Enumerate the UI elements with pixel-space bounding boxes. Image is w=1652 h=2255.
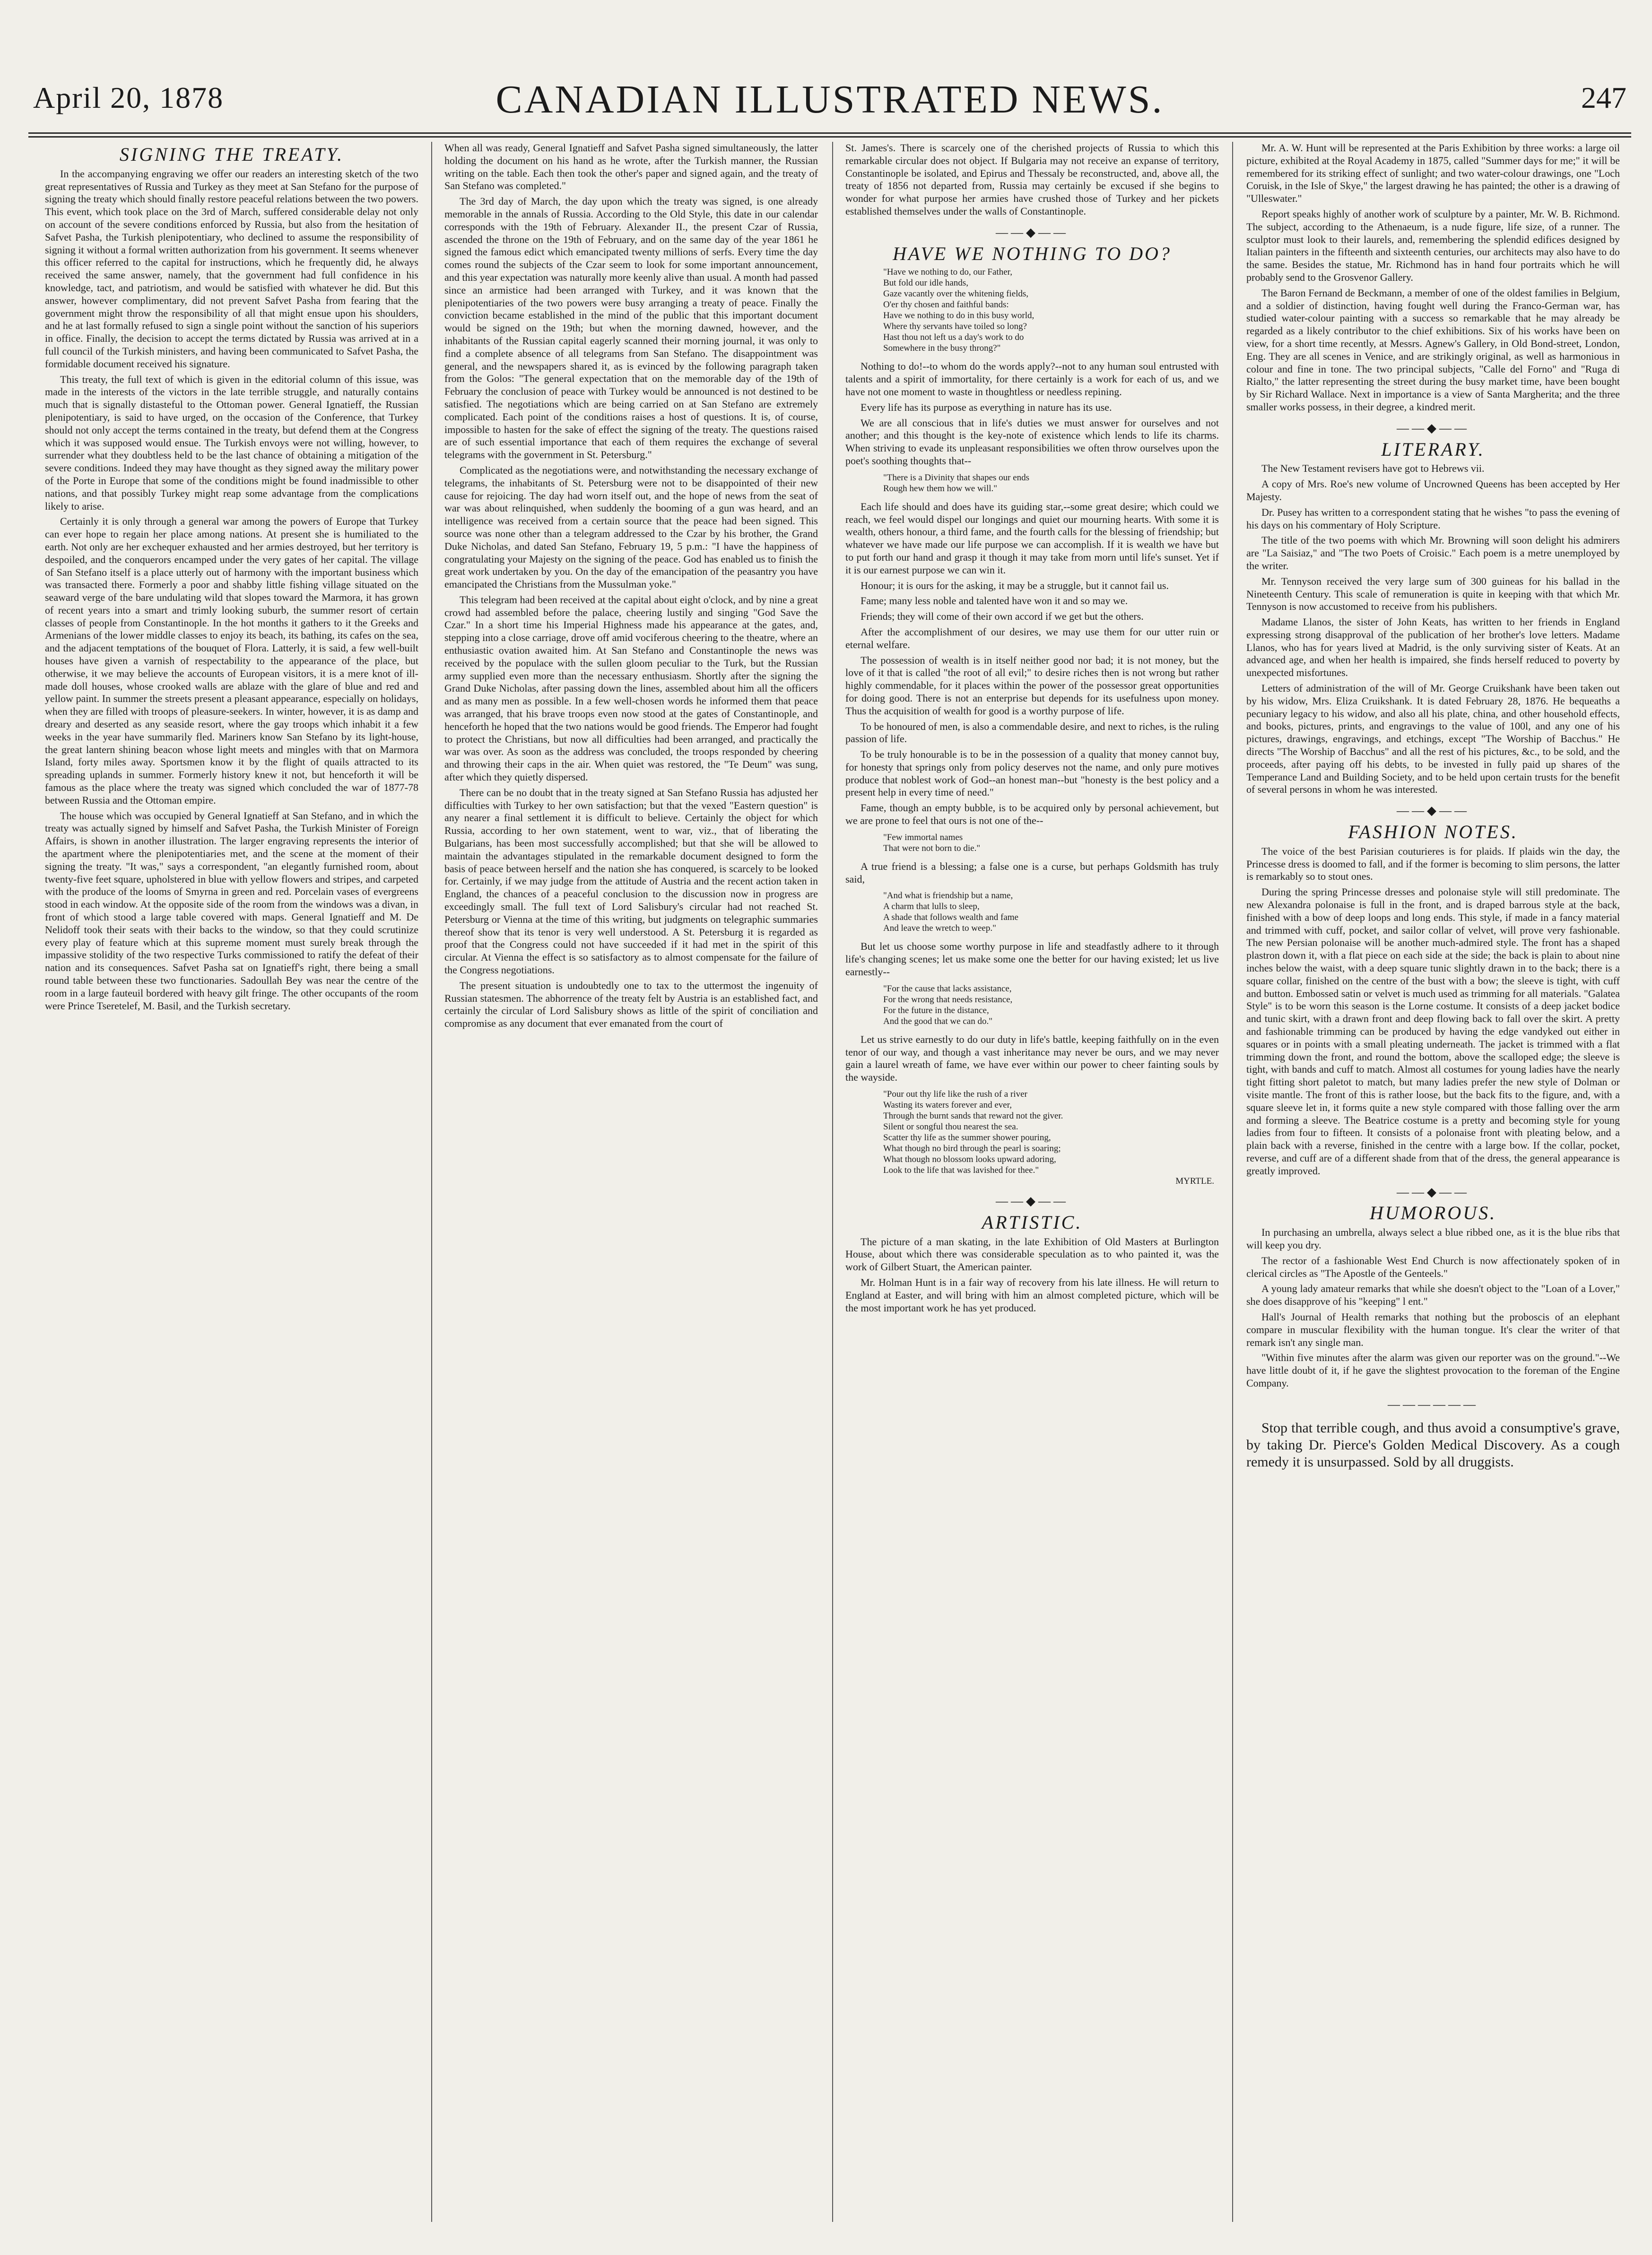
page-number: 247 xyxy=(1581,81,1626,114)
paragraph: The New Testament revisers have got to Hebrews vii. xyxy=(1261,462,1485,475)
paragraph: Mr. Holman Hunt is in a fair way of recovery from his late illness. He will return to England at Easter, and will bring with him an almost completed picture, which will be the most important work he has yet produced. xyxy=(845,1276,1219,1314)
newspaper-title: CANADIAN ILLUSTRATED NEWS. xyxy=(496,78,1164,121)
poem-line: Silent or songful thou nearest the sea. xyxy=(883,1122,1018,1132)
paragraph: In purchasing an umbrella, always select a blue ribbed one, as it is the blue ribs that will keep you dry. xyxy=(1246,1226,1620,1251)
column-3 xyxy=(845,142,1219,2241)
paragraph: After the accomplishment of our desires, we may use them for our utter ruin or eternal welfare. xyxy=(845,625,1219,650)
poem-line: Scatter thy life as the summer shower pouring, xyxy=(883,1133,1051,1143)
paragraph: Friends; they will come of their own accord if we get but the others. xyxy=(861,610,1144,623)
column-2 xyxy=(444,142,818,2241)
quotation xyxy=(883,832,1200,854)
paragraph: The voice of the best Parisian couturieres is for plaids. If plaids win the day, the Princesse dress is doomed to fall, and if the former is becoming to slim persons, the latter is remarkably so to stout ones. xyxy=(1246,845,1620,883)
quotation xyxy=(883,472,1200,494)
paragraph: Dr. Pusey has written to a correspondent stating that he wishes "to pass the evening of his days on his commentary of Holy Scripture. xyxy=(1246,506,1620,531)
poem-line: Hast thou not left us a day's work to do xyxy=(883,332,1024,343)
paragraph: But let us choose some worthy purpose in life and steadfastly adhere to it through life's changing scenes; let us make some one the better for our having existed; let us live earnestly-- xyxy=(845,940,1219,978)
poem-line: Somewhere in the busy throng?" xyxy=(883,343,1001,354)
poem-line: What though no blossom looks upward adoring, xyxy=(883,1154,1056,1165)
section-ornament: ——◆—— xyxy=(1397,1185,1469,1199)
section-heading-literary: LITERARY. xyxy=(1381,438,1485,460)
paragraph: The 3rd day of March, the day upon which the treaty was signed, is one already memorable in the annals of Russia. According to the Old Style, this date in our calendar corresponds with the 19th of February. Alexander II., the present Czar of Russia, ascended the throne on the 19th of February, and on the same day of the year 1861 he signed the famous edict which emancipated twenty millions of serfs. Every time the day comes round the subjects of the Czar seem to look for some important announcement, and this year expectation was naturally more keenly alive than usual. A month had passed since an armistice had been arranged with Turkey, and it was known that the plenipotentiaries of the two powers were busy arranging a treaty of peace. Finally the conviction became established in the mind of the public that this important document would be signed on the 19th; but when the morning dawned, however, and the inhabitants of the Russian capital eagerly scanned their morning journal, it was only to find a complete absence of all telegrams from San Stefano. The disappointment was general, and the newspapers shared it, as is evinced by the following paragraph taken from the Golos: "The general expectation that on the memorable day of the 19th of February the conclusion of peace with Turkey would be announced is not destined to be satisfied. The negotiations which are being carried on at San Stefano are extremely complicated. Each point of the conditions raises a host of questions. It is, of course, impossible to hasten for the sake of effect the signing of the treaty. The questions raised are of such essential importance that each of them requires the exchange of several telegrams with the government in St. Petersburg." xyxy=(444,195,818,461)
quote-line: Rough hew them how we will." xyxy=(883,483,998,494)
paragraph: The title of the two poems with which Mr. Browning will soon delight his admirers are "La Saisiaz," and "The two Poets of Croisic." Each poem is a metre unemployed by the writer. xyxy=(1246,534,1620,572)
poem-stanza xyxy=(883,267,1200,354)
column-divider xyxy=(832,142,833,2222)
article-heading-signing-treaty: SIGNING THE TREATY. xyxy=(119,144,344,165)
paragraph: The house which was occupied by General Ignatieff at San Stefano, and in which the treaty was actually signed by himself and Safvet Pasha, the Turkish Minister of Foreign Affairs, is shown in another illustration. The larger engraving represents the interior of the apartment where the plenipotentiaries met, and the scene at the moment of their signing the treaty. "It was," says a correspondent, "an elegantly furnished room, about twenty-five feet square, upholstered in blue with yellow flowers and stripes, and carpeted with the produce of the looms of Smyrna in green and red. Porcelain vases of evergreens stood in each window. At the opposite side of the room from the windows was a divan, in front of which stood a large table covered with maps. General Ignatieff and M. De Nelidoff took their seats with their backs to the window, so that they could scrutinize every play of feature which at this supreme moment must surely break through the impassive stolidity of the two respective Turks commissioned to ratify the defeat of their nation and its consequences. Safvet Pasha sat on Ignatieff's right, there being a small round table between these two functionaries. Sadoullah Bey was near the centre of the room in a large fauteuil bordered with heavy gilt fringe. The other occupants of the room were Prince Tseretelef, M. Basil, and the Turkish secretary. xyxy=(45,809,418,1012)
paragraph: "Within five minutes after the alarm was given our reporter was on the ground."--We have little doubt of it, if he gave the slightest provocation to the foreman of the Engine Company. xyxy=(1246,1352,1620,1389)
quote-line: That were not born to die." xyxy=(883,843,981,853)
quote-line: And the good that we can do." xyxy=(883,1016,992,1026)
paragraph: The rector of a fashionable West End Church is now affectionately spoken of in clerical circles as "The Apostle of the Genteels." xyxy=(1246,1254,1620,1279)
paragraph: The picture of a man skating, in the late Exhibition of Old Masters at Burlington House, about which there was considerable speculation as to who painted it, was the work of Gilbert Stuart, the American painter. xyxy=(845,1235,1219,1273)
column-divider xyxy=(1232,142,1233,2222)
column-1 xyxy=(45,142,418,2241)
paragraph: Hall's Journal of Health remarks that nothing but the proboscis of an elephant compare in muscular flexibility with the human tongue. It's clear the writer of that remark isn't any single man. xyxy=(1246,1310,1620,1348)
advertisement: Stop that terrible cough, and thus avoid a consumptive's grave, by taking Dr. Pierce's Golden Medical Discovery. As a cough remedy it is unsurpassed. Sold by all druggists. xyxy=(1246,1420,1620,1470)
paragraph: The present situation is undoubtedly one to tax to the uttermost the ingenuity of Russian statesmen. The abhorrence of the treaty felt by Austria is an established fact, and certainly the circular of Lord Salisbury shows as little of the spirit of conciliation and compromise as any document that ever emanated from the court of xyxy=(444,979,818,1030)
poem-line: Have we nothing to do in this busy world, xyxy=(883,311,1035,321)
issue-date: April 20, 1878 xyxy=(33,81,224,114)
paragraph: A true friend is a blessing; a false one is a curse, but perhaps Goldsmith has truly said, xyxy=(845,860,1219,885)
quote-line: "For the cause that lacks assistance, xyxy=(883,983,1012,994)
paragraph: Let us strive earnestly to do our duty in life's battle, keeping faithfully on in the even tenor of our way, and though a vast inheritance may never be ours, and we may never gain a laurel wreath of fame, we have ever within our power to cheer fainting souls by the wayside. xyxy=(845,1033,1219,1084)
paragraph: The Baron Fernand de Beckmann, a member of one of the oldest families in Belgium, and a soldier of distinction, having fought well during the Franco-German war, has studied water-colour painting with a success so remarkable that he may already be regarded as a likely contributor to the chief exhibitions. Six of his works have been on view, for a short time recently, at Messrs. Agnew's Gallery, in Old Bond-street, London, Eng. They are all scenes in Venice, and are strikingly original, as well as harmonious in colour and fine in tone. The two principal subjects, "Calle del Forno" and "Ruga di Rialto," the latter representing the street during the busy market time, have been bought by Sir Richard Wallace. Next in importance is a view of Santa Margherita; and the three smaller works possess, in their degree, a kindred merit. xyxy=(1246,286,1620,413)
paragraph: A copy of Mrs. Roe's new volume of Uncrowned Queens has been accepted by Her Majesty. xyxy=(1246,478,1620,503)
author-signature: MYRTLE. xyxy=(1175,1176,1214,1187)
poem-line: O'er thy chosen and faithful bands: xyxy=(883,300,1009,310)
paragraph: When all was ready, General Ignatieff and Safvet Pasha signed simultaneously, the latter holding the document on his hand as he wrote, after the Turkish manner, the Russian writing on the table. Each then took the other's paper and signed again, and the treaty of San Stefano was completed." xyxy=(444,142,818,192)
paragraph: Certainly it is only through a general war among the powers of Europe that Turkey can ever hope to regain her place among nations. At present she is humiliated to the earth. Not only are her exchequer exhausted and her armies destroyed, but her territory is despoiled, and the conquerors encamped under the very gates of her capital. The village of San Stefano itself is a place utterly out of harmony with the important business which was transacted there. Formerly a poor and shabby little fishing village situated on the seaward verge of the bare undulating wild that slopes toward the Marmora, it has grown of recent years into a smart and trimly looking suburb, the summer resort of certain classes of people from Constantinople. In the hot months it gathers to it the Greeks and Armenians of the lower middle classes to enjoy its beach, its bathing, its cafes on the sea, and the adjacent temptations of the bouquet of Flora. Latterly, it is said, a few well-built houses have given a varnish of respectability to the appearance of the place, but otherwise, it we may believe the accounts of European visitors, it is a mere knot of ill-made doll houses, whose crooked walls are ablaze with the glare of blue and red and yellow paint. In summer the streets present a pleasant appearance, especially on holidays, when they are filled with troops of pleasure-seekers. In winter, however, it is as damp and dreary and deserted as any seaside resort, where the gay troops which inhabit it a few weeks in the year have summarily fled. Mariners know San Stefano by its light-house, the great lantern shining beacon whose light meets and mingles with that on Marmora Island, forty miles away. Sportsmen know it by the flight of quails attracted to its spreading uplands in summer. Formerly history knew it not, but henceforth it will be famous as the place where the treaty was signed which concluded the war of 1877-78 between Russia and the Ottoman empire. xyxy=(45,515,418,806)
poem-line: "Pour out thy life like the rush of a river xyxy=(883,1089,1027,1100)
quote-line: A charm that lulls to sleep, xyxy=(883,902,980,912)
paragraph: Every life has its purpose as everything in nature has its use. xyxy=(861,401,1112,413)
quote-line: For the wrong that needs resistance, xyxy=(883,994,1013,1005)
section-ornament: ——◆—— xyxy=(1397,804,1469,818)
paragraph: Each life should and does have its guiding star,--some great desire; which could we reach, we feel would dispel our longings and quiet our mourning hearts. With some it is wealth, others honour, a third fame, and the fourth calls for the blessing of friendship; but whatever we have made our life purpose we can accomplish. If it is wealth we have but to put forth our hand and grasp it though it may take from morn until life's sunset. Yet if it is our earnest purpose we can win it. xyxy=(845,500,1219,576)
paragraph: This treaty, the full text of which is given in the editorial column of this issue, was made in the interests of the victors in the late terrible struggle, and naturally contains much that is signally distasteful to the Ottoman power. General Ignatieff, the Russian plenipotentiary, is said to have urged, on the occasion of the Conference, that Turkey should not only accept the terms contained in the treaty, but defend them at the Congress which it was supposed would ensue. The Turkish envoys were not willing, however, to surrender what they doubtless held to be the last chance of obtaining a mitigation of the severe conditions. Indeed they may have thought as they signed away the military power of the Porte in Europe that some of the conditions might be found inadmissible to other nations, and that possibly Turkey might reap some advantage from the complications likely to arise. xyxy=(45,373,418,512)
paragraph: A young lady amateur remarks that while she doesn't object to the "Loan of a Lover," she does disapprove of his "keeping" l ent." xyxy=(1246,1283,1620,1308)
section-ornament: ——◆—— xyxy=(996,225,1069,239)
paragraph: To be truly honourable is to be in the possession of a quality that money cannot buy, for honesty that springs only from policy deserves not the name, and only pure motives produce that noblest work of God--an honest man--but "honesty is the best policy and a present help in every time of need." xyxy=(845,748,1219,798)
paragraph: Report speaks highly of another work of sculpture by a painter, Mr. W. B. Richmond. The subject, according to the Athenaeum, is a nude figure, life size, of a runner. The sculptor must look to their laurels, and, remembering the splendid edifices designed by Italian painters in the fifteenth and sixteenth centuries, our architects may also have to do the same. Besides the statue, Mr. Richmond has in hand four portraits which he will probably send to the Grosvenor Gallery. xyxy=(1246,208,1620,283)
paragraph: Mr. A. W. Hunt will be represented at the Paris Exhibition by three works: a large oil picture, exhibited at the Royal Academy in 1875, called "Summer days for me;" it will be remembered for its striking effect of sunlight; and two water-colour drawings, one "Loch Coruisk, in the Isle of Skye," the largest drawing he has painted; the other is a drawing of "Ulleswater." xyxy=(1246,142,1620,205)
paragraph: To be honoured of men, is also a commendable desire, and next to riches, is the ruling passion of life. xyxy=(845,720,1219,745)
paragraph: Complicated as the negotiations were, and notwithstanding the necessary exchange of telegrams, the inhabitants of St. Petersburg were not to be disappointed of their new cause for rejoicing. The day had worn itself out, and the hope of news from the seat of war was about relinquished, when suddenly the booming of a gun was heard, and an intelligence was received from a certain source that the peace had been signed. This source was none other than a telegram addressed to the Czar by his brother, the Grand Duke Nicholas, and dated San Stefano, February 19, 5 p.m.: "I have the happiness of congratulating your Majesty on the signing of the peace. God has enabled us to finish the great work undertaken by you. On the day of the emancipation of the peasantry you have emancipated the Christians from the Mussulman yoke." xyxy=(444,464,818,590)
column-divider xyxy=(431,142,432,2222)
paragraph: This telegram had been received at the capital about eight o'clock, and by nine a great crowd had assembled before the palace, cheering lustily and singing "God Save the Czar." In a short time his Imperial Highness made his appearance at the gates, and, stepping into a close carriage, drove off amid vociferous cheering to the theatre, where an enthusiastic ovation awaited him. At San Stefano and Constantinople the news was received by the populace with the sullen gloom peculiar to the Turk, but the Russian army supplied even more than the necessary enthusiasm. Shortly after the signing the Grand Duke Nicholas, after passing down the lines, assembled about him all the officers and as many men as possible. In a few well-chosen words he informed them that peace was arranged, that his brave troops even now stood at the gates of Constantinople, and henceforth he hoped that the two nations would be good friends. The Emperor had fought to protect the Christians, but now all difficulties had been arranged, and practically the war was over. As soon as the address was concluded, the troops responded by cheering and throwing their caps in the air. When quiet was restored, the "Te Deum" was sung, after which they quietly dispersed. xyxy=(444,593,818,783)
paragraph: There can be no doubt that in the treaty signed at San Stefano Russia has adjusted her difficulties with Turkey to her own satisfaction; but that the vexed "Eastern question" is any nearer a final settlement it is difficult to believe. Certainly the object for which Russia, according to her own statement, went to war, viz., that of liberating the Bulgarians, has been most successfully accomplished; but that she will be allowed to maintain the advantages stipulated in the remarkable document designed to form the basis of peace between herself and the nation she has conquered, is scarcely to be looked for. Certainly, if we may judge from the attitude of Austria and the recent action taken in England, the chances of a peaceful conclusion to the discussion now in progress are exceedingly small. The full text of Lord Salisbury's circular had not reached St. Petersburg or Vienna at the time of this writing, but judgments on telegraphic summaries thereof show that its tenor is very well understood. A St. Petersburg it is regarded as proof that the Congress could not have succeeded if it had met in the spirit of this circular. At Vienna the effect is so satisfactory as to almost compensate for the failure of the Congress negotiations. xyxy=(444,786,818,976)
paragraph: In the accompanying engraving we offer our readers an interesting sketch of the two great representatives of Russia and Turkey as they meet at San Stefano for the purpose of signing the treaty which should finally restore peaceful relations between the two powers. This event, which took place on the 3rd of March, suffered considerable delay not only on account of the severe conditions enforced by Russia, but also from the hesitation of Safvet Pasha, the Turkish plenipotentiary, who declined to assume the responsibility of signing it without a formal written authorization from his government. It seems whenever this officer referred to the capital for instructions, which he frequently did, he always received the same answer, namely, that the government had full confidence in his knowledge, tact, and patriotism, and would be satisfied with whatever he did. But this answer, however complimentary, did not prevent Safvet Pasha from fearing that the government might throw the responsibility of all that might ensue upon his shoulders, and he at last formally refused to sign a single point without the sanction of his superiors in office. Finally, the decision to accept the terms dictated by Russia was arrived at in a full council of the Turkish ministers, and having been communicated to Safvet Pasha, the formidable document received his signature. xyxy=(45,167,418,370)
section-heading-humorous: HUMOROUS. xyxy=(1369,1202,1497,1224)
section-rule: —————— xyxy=(1388,1397,1478,1411)
quote-line: "And what is friendship but a name, xyxy=(883,891,1013,901)
quote-line: And leave the wretch to weep." xyxy=(883,923,996,934)
section-ornament: ——◆—— xyxy=(996,1194,1069,1208)
poem-line: What though no bird through the pearl is soaring; xyxy=(883,1144,1061,1154)
paragraph: Nothing to do!--to whom do the words apply?--not to any human soul entrusted with talents and a spirit of immortality, for there certainly is a work for each of us, and we have not one moment to waste in thoughtless or needless repining. xyxy=(845,360,1219,398)
masthead-rule xyxy=(28,132,1631,134)
quote-line: A shade that follows wealth and fame xyxy=(883,912,1018,923)
poem-stanza xyxy=(883,1089,1214,1187)
masthead-rule-dotted xyxy=(28,136,1631,138)
section-heading-artistic: ARTISTIC. xyxy=(982,1211,1083,1233)
paragraph: Fame; many less noble and talented have won it and so may we. xyxy=(861,595,1128,607)
column-4 xyxy=(1246,142,1620,2241)
paragraph: The possession of wealth is in itself neither good nor bad; it is not money, but the love of it that is called "the root of all evil;" to desire riches then is not wrong but rather highly commendable, for it places within the power of the possessor great opportunities for doing good. There is not an enterprise but depends for its usefulness upon money. Thus the acquisition of wealth for good is a worthy purpose of life. xyxy=(845,654,1219,717)
paragraph: Honour; it is ours for the asking, it may be a struggle, but it cannot fail us. xyxy=(861,579,1169,591)
article-heading-nothing-to-do: HAVE WE NOTHING TO DO? xyxy=(893,243,1172,264)
quotation xyxy=(883,890,1200,934)
quote-line: For the future in the distance, xyxy=(883,1005,989,1015)
poem-line: Where thy servants have toiled so long? xyxy=(883,321,1027,332)
paragraph: During the spring Princesse dresses and polonaise style will still predominate. The new Alexandra polonaise is full in the front, and is draped barrous style at the back, finished with a bow of deep loops and long ends. This style, if made in a fancy material and trimmed with cuff, pocket, and sailor collar of velvet, will prove very fashionable. The new Persian polonaise will be another much-admired style. The front has a shaped plastron down it, with a flat piece on each side at the side; the back is plain to about nine inches below the waist, with a deep square tunic slightly drawn in to the back; there is a square collar, finished on the centre of the bust with a bow; the sleeve is tight, with cuff and button. Embossed satin or velvet is much used as trimming for all materials. "Galatea Style" is to be worn this season is the Lorne costume. It consists of a deep jacket bodice and tunic skirt, with a drawn front and deep flowing back to fall over the skirt. A pretty and fashionable trimming can be produced by having the edge vandyked out either in squares or in points with a small pleating underneath. The jacket is trimmed with a flat trimming down the front, and round the bottom, above the scalloped edge; the sleeve is tight, with bands and cuff to match. Almost all costumes for young ladies have the nearly tight fitting short paletot to match, but many ladies prefer the new style of Dolman or visite mantle. The front of this is rather loose, but the back fits to the figure, and, with a square sleeve let in, it forms quite a new style compared with those falling over the arm and forming a sleeve. The Beatrice costume is a pretty and becoming style for young ladies from four to fifteen. It consists of a polonaise front with pleating below, and a plain back with a reverse, finished in the centre with a large bow. If the collar, pocket, reverse, and cuff are of a different shade from that of the dress, the general appearance is greatly improved. xyxy=(1246,886,1620,1177)
section-ornament: ——◆—— xyxy=(1397,421,1469,435)
poem-line: Wasting its waters forever and ever, xyxy=(883,1100,1012,1110)
paragraph: St. James's. There is scarcely one of the cherished projects of Russia to which this remarkable circular does not object. If Bulgaria may not receive an expanse of territory, Constantinople be isolated, and Epirus and Thessaly be reconstructed, and, above all, the treaty of 1856 not departed from, Russia may certainly be excused if she begins to wonder for what purpose her armies have crushed those of Turkey and her pickets established themselves under the walls of Constantinople. xyxy=(845,142,1219,217)
masthead xyxy=(28,71,1631,128)
poem-line: "Have we nothing to do, our Father, xyxy=(883,267,1012,278)
poem-line: Through the burnt sands that reward not the giver. xyxy=(883,1111,1063,1121)
paragraph: Madame Llanos, the sister of John Keats, has written to her friends in England expressing strong disapproval of the publication of her brother's love letters. Madame Llanos, who has for years lived at Madrid, is the only surviving sister of Keats. At an advanced age, and when her health is impaired, she finds herself reduced to poverty by unexpected misfortunes. xyxy=(1246,616,1620,679)
section-heading-fashion: FASHION NOTES. xyxy=(1348,821,1518,843)
quotation xyxy=(883,983,1200,1027)
paragraph: We are all conscious that in life's duties we must answer for ourselves and not another; and this thought is the key-note of existence which lends to life its charms. When striving to evade its unpleasant responsibilities we often throw ourselves upon the poet's soothing thoughts that-- xyxy=(845,416,1219,467)
poem-line: But fold our idle hands, xyxy=(883,278,968,288)
poem-line: Gaze vacantly over the whitening fields, xyxy=(883,289,1029,299)
quote-line: "Few immortal names xyxy=(883,832,963,842)
paragraph: Fame, though an empty bubble, is to be acquired only by personal achievement, but we are prone to feel that ours is not one of the-- xyxy=(845,802,1219,827)
poem-line: Look to the life that was lavished for thee." xyxy=(883,1165,1039,1176)
quote-line: "There is a Divinity that shapes our ends xyxy=(883,472,1030,483)
paragraph: Letters of administration of the will of Mr. George Cruikshank have been taken out by his widow, Mrs. Eliza Cruikshank. It is dated February 28, 1876. He bequeaths a pecuniary legacy to his widow, and also all his plate, china, and other household effects, and books, pictures, prints, and engravings to the value of 100l, and any one of his pictures, drawings, engravings, and etchings, except "The Worship of Bacchus." He directs "The Worship of Bacchus" and all the rest of his pictures, &c., to be sold, and the proceeds, after paying off his debts, to be invested in fully paid up shares of the Temperance Land and Building Society, and to be held upon certain trusts for the benefit of several persons in whom he was interested. xyxy=(1246,682,1620,796)
paragraph: Mr. Tennyson received the very large sum of 300 guineas for his ballad in the Nineteenth Century. This scale of remuneration is quite in keeping with that which Mr. Tennyson is now accustomed to receive from his publishers. xyxy=(1246,575,1620,613)
